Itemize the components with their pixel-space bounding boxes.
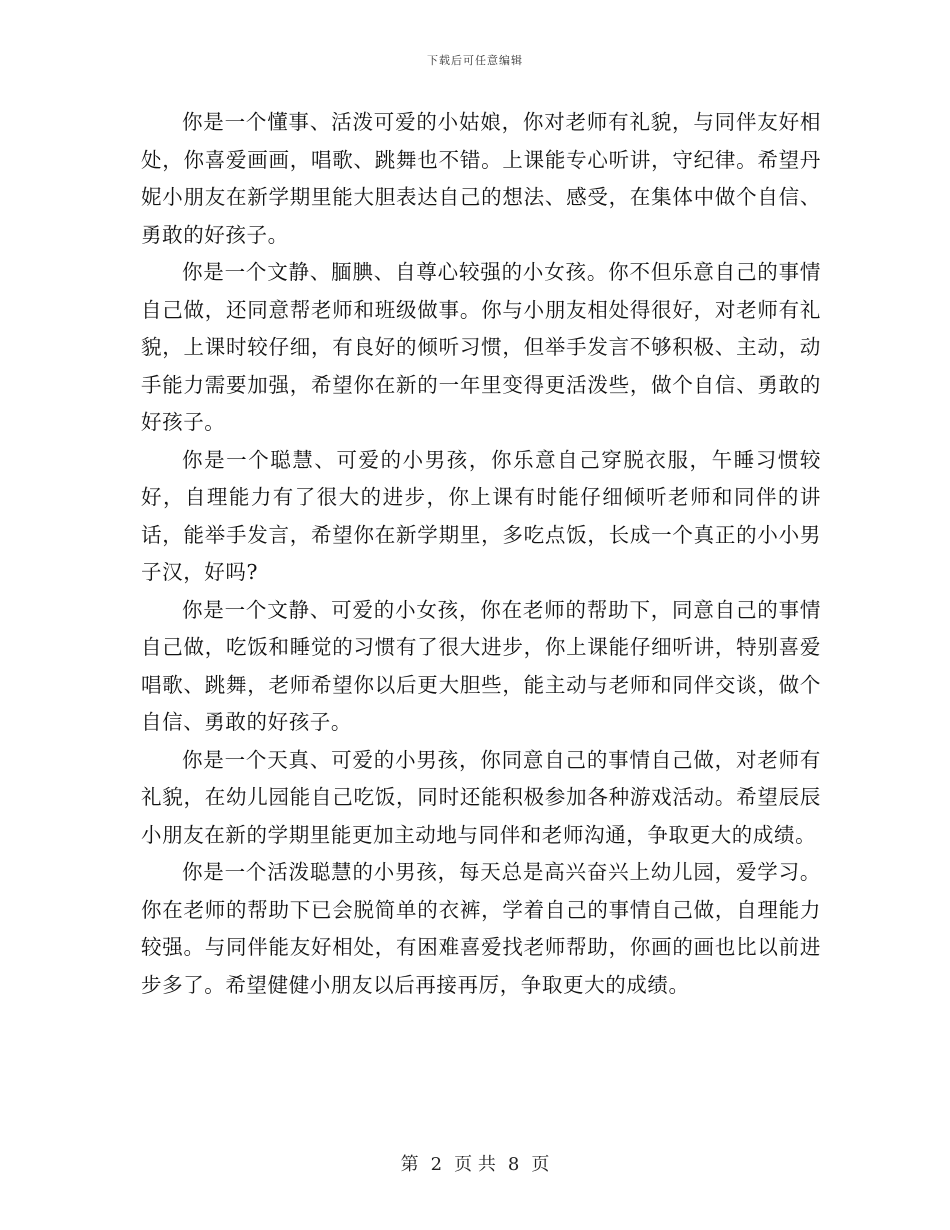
total-page-number: 8 [507,1154,520,1175]
page-footer [0,1150,950,1176]
paragraph-5: 你是一个天真、可爱的小男孩，你同意自己的事情自己做，对老师有礼貌，在幼儿园能自己吃饭，同时还能积极参加各种游戏活动。希望辰辰小朋友在新的学期里能更加主动地与同伴和老师沟通，争取更大的成绩。 [141,747,821,847]
paragraph-6: 你是一个活泼聪慧的小男孩，每天总是高兴奋兴上幼儿园，爱学习。你在老师的帮助下已会脱简单的衣裤，学着自己的事情自己做，自理能力较强。与同伴能友好相处，有困难喜爱找老师帮助，你画的画也比以前进步多了。希望健健小朋友以后再接再厉，争取更大的成绩。 [141,860,821,997]
document-body [141,104,821,1004]
paragraph-3: 你是一个聪慧、可爱的小男孩，你乐意自己穿脱衣服，午睡习惯较好，自理能力有了很大的进步，你上课有时能仔细倾听老师和同伴的讲话，能举手发言，希望你在新学期里，多吃点饭，长成一个真正的小小男子汉，好吗? [141,447,821,584]
paragraph-1: 你是一个懂事、活泼可爱的小姑娘，你对老师有礼貌，与同伴友好相处，你喜爱画画，唱歌、跳舞也不错。上课能专心听讲，守纪律。希望丹妮小朋友在新学期里能大胆表达自己的想法、感受，在集体中做个自信、勇敢的好孩子。 [141,110,821,247]
paragraph-2: 你是一个文静、腼腆、自尊心较强的小女孩。你不但乐意自己的事情自己做，还同意帮老师和班级做事。你与小朋友相处得很好，对老师有礼貌，上课时较仔细，有良好的倾听习惯，但举手发言不够积极、主动，动手能力需要加强，希望你在新的一年里变得更活泼些，做个自信、勇敢的好孩子。 [141,260,821,434]
page-label-middle: 页 共 [454,1154,496,1175]
page-label-prefix: 第 [400,1154,419,1175]
page-header: 下载后可任意编辑 [427,54,523,67]
paragraph-4: 你是一个文静、可爱的小女孩，你在老师的帮助下，同意自己的事情自己做，吃饭和睡觉的习惯有了很大进步，你上课能仔细听讲，特别喜爱唱歌、跳舞，老师希望你以后更大胆些，能主动与老师和同伴交谈，做个自信、勇敢的好孩子。 [141,597,821,734]
page-label-suffix: 页 [531,1154,550,1175]
current-page-number: 2 [430,1154,443,1175]
